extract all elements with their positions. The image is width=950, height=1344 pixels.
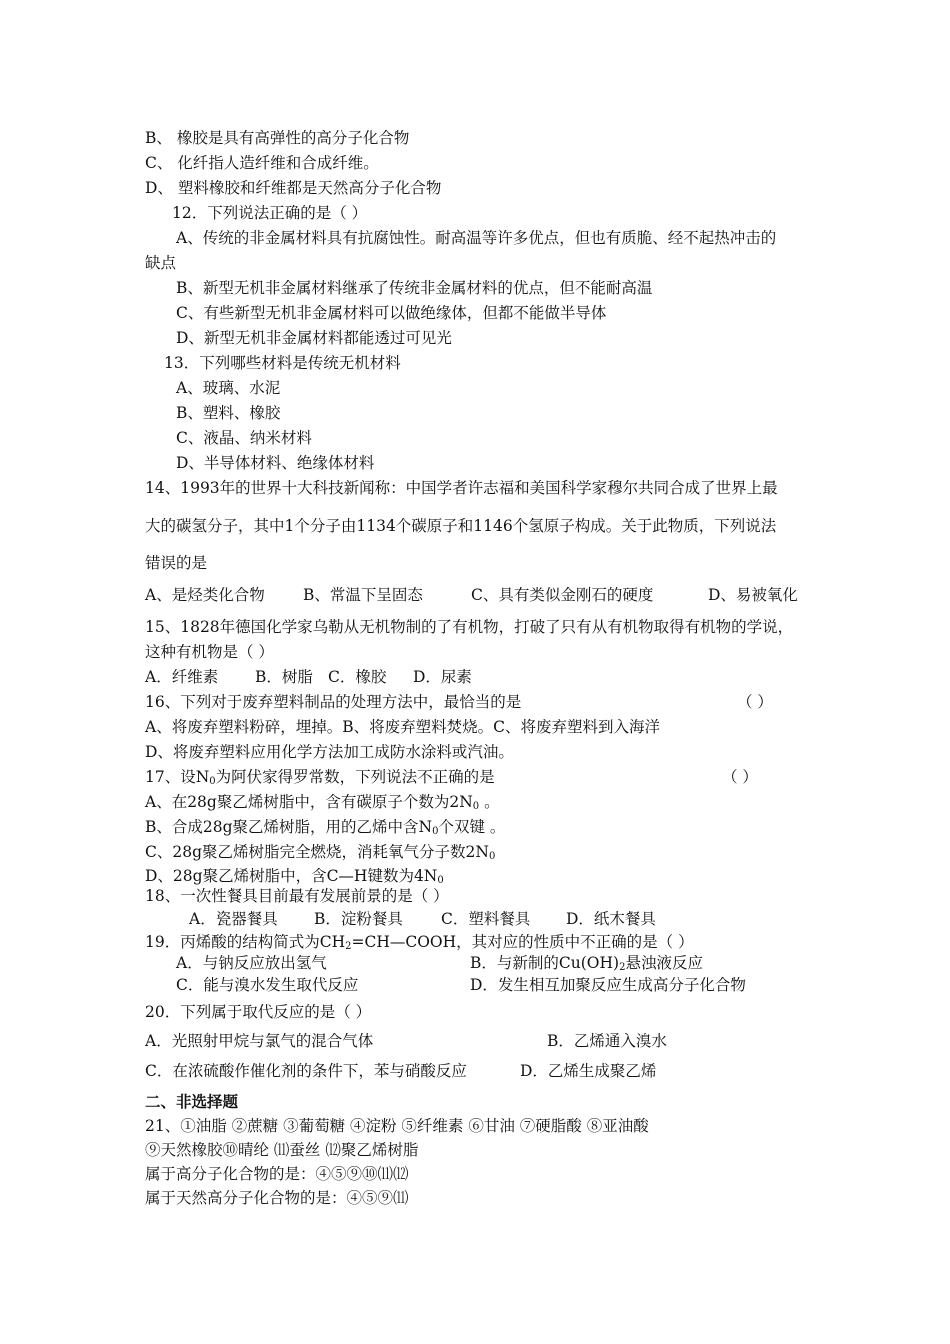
q12-option-d: D、新型无机非金属材料都能透过可见光 bbox=[176, 329, 452, 347]
q12-stem: 12．下列说法正确的是（ ） bbox=[172, 204, 368, 222]
q21-answer1: 属于高分子化合物的是：④⑤⑨⑩⑾⑿ bbox=[145, 1165, 409, 1183]
q16-stem: 16、下列对于废弃塑料制品的处理方法中，最恰当的是 bbox=[145, 693, 522, 711]
q13-option-c: C、液晶、纳米材料 bbox=[176, 429, 312, 447]
q20-option-b: B．乙烯通入溴水 bbox=[547, 1032, 667, 1050]
q13-option-b: B、塑料、橡胶 bbox=[176, 404, 281, 422]
q15-option-c: C．橡胶 bbox=[328, 668, 387, 686]
q19-option-b: B．与新制的$Cu(OH)_2$悬浊液反应 bbox=[470, 954, 703, 973]
q11-option-b: B、 橡胶是具有高弹性的高分子化合物 bbox=[145, 129, 410, 147]
q16-answer-paren: （ ） bbox=[737, 693, 773, 711]
q17-option-b: B、合成28g聚乙烯树脂，用的乙烯中含$N_0$个双键 。 bbox=[145, 818, 506, 837]
q19-option-a: A．与钠反应放出氢气 bbox=[176, 954, 327, 972]
q12-option-b: B、新型无机非金属材料继承了传统非金属材料的优点，但不能耐高温 bbox=[176, 279, 653, 297]
q11-option-d: D、 塑料橡胶和纤维都是天然高分子化合物 bbox=[145, 179, 442, 197]
q19-option-d: D．发生相互加聚反应生成高分子化合物 bbox=[470, 976, 746, 994]
q12-option-c: C、有些新型无机非金属材料可以做绝缘体，但都不能做半导体 bbox=[176, 304, 607, 322]
q14-line3: 错误的是 bbox=[145, 554, 208, 572]
q17-option-a: A、在28g聚乙烯树脂中，含有碳原子个数为$2N_0$ 。 bbox=[145, 793, 500, 812]
q14-line1: 14、1993年的世界十大科技新闻称：中国学者许志福和美国科学家穆尔共同合成了世界上最 bbox=[145, 479, 778, 497]
q20-stem: 20．下列属于取代反应的是（ ） bbox=[145, 1003, 372, 1021]
q13-option-d: D、半导体材料、绝缘体材料 bbox=[176, 454, 375, 472]
q15-line2: 这种有机物是（ ） bbox=[145, 643, 274, 661]
q13-stem: 13．下列哪些材料是传统无机材料 bbox=[164, 354, 401, 372]
q15-option-d: D．尿素 bbox=[413, 668, 472, 686]
q20-option-c: C．在浓硫酸作催化剂的条件下，苯与硝酸反应 bbox=[145, 1062, 467, 1080]
q18-option-d: D．纸木餐具 bbox=[566, 910, 656, 928]
q16-line2: A、将废弃塑料粉碎，埋掉。B、将废弃塑料焚烧。C、将废弃塑料到入海洋 bbox=[145, 718, 660, 736]
q11-option-c: C、 化纤指人造纤维和合成纤维。 bbox=[145, 154, 379, 172]
q18-option-a: A．瓷器餐具 bbox=[189, 910, 278, 928]
q18-option-b: B．淀粉餐具 bbox=[314, 910, 403, 928]
q16-line3: D、将废弃塑料应用化学方法加工成防水涂料或汽油。 bbox=[145, 743, 514, 761]
q17-stem: 17、设$N_0$为阿伏家得罗常数，下列说法不正确的是 bbox=[145, 768, 495, 787]
q13-option-a: A、玻璃、水泥 bbox=[176, 379, 281, 397]
q18-option-c: C．塑料餐具 bbox=[441, 910, 531, 928]
section-title: 二、非选择题 bbox=[145, 1093, 239, 1111]
q17-option-c: C、28g聚乙烯树脂完全燃烧，消耗氧气分子数$2N_0$ bbox=[145, 843, 496, 862]
q19-option-c: C．能与溴水发生取代反应 bbox=[176, 976, 359, 994]
q14-option-b: B、常温下呈固态 bbox=[303, 586, 423, 604]
q18-stem: 18、一次性餐具目前最有发展前景的是（ ） bbox=[145, 887, 449, 905]
q20-option-a: A．光照射甲烷与氯气的混合气体 bbox=[145, 1032, 374, 1050]
q20-option-d: D．乙烯生成聚乙烯 bbox=[520, 1062, 657, 1080]
q15-line1: 15、1828年德国化学家乌勒从无机物制的了有机物，打破了只有从有机物取得有机物的学说， bbox=[145, 618, 794, 636]
q17-option-d: D、28g聚乙烯树脂中，含C—H键数为$4N_0$ bbox=[145, 867, 444, 886]
q12-option-a-line2: 缺点 bbox=[145, 254, 177, 272]
q12-option-a-line1: A、传统的非金属材料具有抗腐蚀性。耐高温等许多优点，但也有质脆、经不起热冲击的 bbox=[176, 229, 777, 247]
q14-option-c: C、具有类似金刚石的硬度 bbox=[471, 586, 654, 604]
q21-line1: 21、①油脂 ②蔗糖 ③葡萄糖 ④淀粉 ⑤纤维素 ⑥甘油 ⑦硬脂酸 ⑧亚油酸 bbox=[145, 1117, 649, 1135]
q14-option-d: D、易被氧化 bbox=[708, 586, 798, 604]
q21-line2: ⑨天然橡胶⑩晴纶 ⑾蚕丝 ⑿聚乙烯树脂 bbox=[145, 1141, 419, 1159]
q21-answer2: 属于天然高分子化合物的是：④⑤⑨⑾ bbox=[145, 1189, 409, 1207]
q15-option-a: A．纤维素 bbox=[145, 668, 219, 686]
q19-stem: 19．丙烯酸的结构简式为$CH_2=CH—COOH$，其对应的性质中不正确的是（ ） bbox=[145, 933, 694, 952]
q14-option-a: A、是烃类化合物 bbox=[145, 586, 265, 604]
q15-option-b: B．树脂 bbox=[255, 668, 313, 686]
q14-line2: 大的碳氢分子，其中1个分子由1134个碳原子和1146个氢原子构成。关于此物质，下列说法 bbox=[145, 517, 777, 535]
q17-answer-paren: （ ） bbox=[722, 768, 758, 786]
